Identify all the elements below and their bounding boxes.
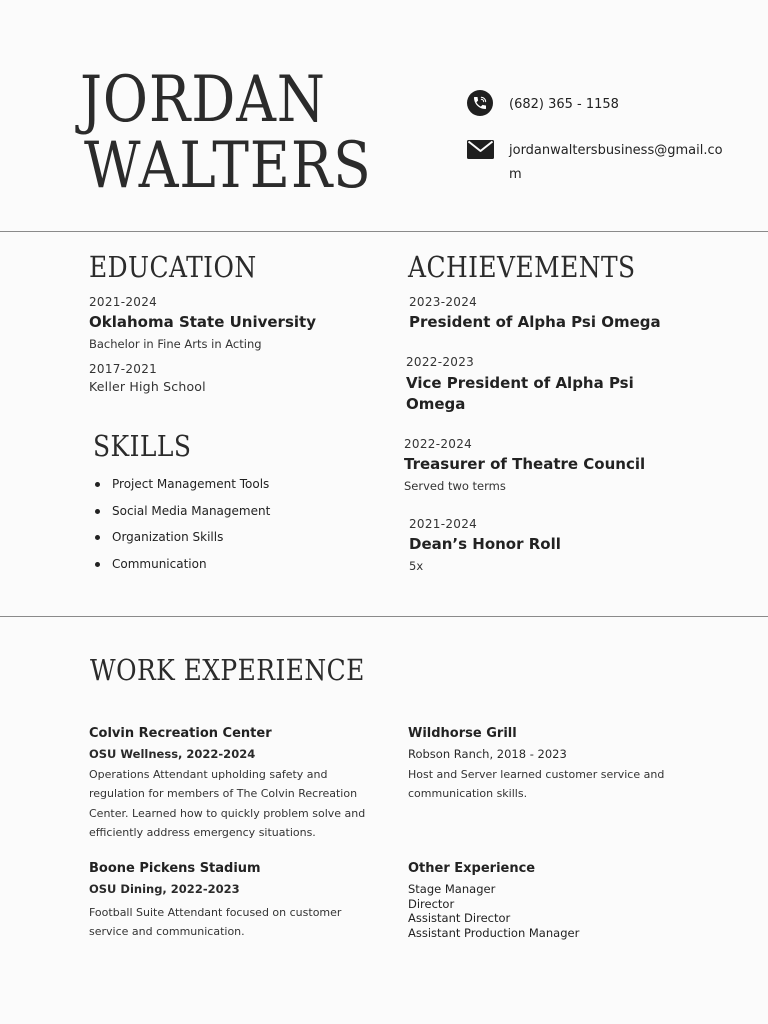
achievement-title-2a: Vice President of Alpha Psi <box>406 374 634 392</box>
achievement-date-1: 2023-2024 <box>409 295 478 309</box>
phone-number[interactable]: (682) 365 - 1158 <box>509 97 619 112</box>
achievement-title-2b: Omega <box>406 395 466 413</box>
divider-top <box>0 231 768 232</box>
phone-row <box>467 90 493 116</box>
skills-heading: SKILLS <box>93 429 192 463</box>
achievement-title-3: Treasurer of Theatre Council <box>404 455 646 473</box>
list-item: Assistant Production Manager <box>408 926 580 941</box>
name-first: JORDAN <box>80 63 326 137</box>
job-title-2: Wildhorse Grill <box>408 726 517 741</box>
education-school-2: Keller High School <box>89 379 206 394</box>
email-line-2[interactable]: m <box>509 167 522 182</box>
education-date-2: 2017-2021 <box>89 362 158 376</box>
education-date-1: 2021-2024 <box>89 295 158 309</box>
job-title-1: Colvin Recreation Center <box>89 726 272 741</box>
envelope-icon <box>467 140 494 163</box>
job-title-4: Other Experience <box>408 861 536 876</box>
list-item: Assistant Director <box>408 911 511 926</box>
achievement-date-3: 2022-2024 <box>404 437 473 451</box>
bullet-icon <box>95 562 100 567</box>
achievement-note-4: 5x <box>409 559 424 573</box>
skill-item: Organization Skills <box>91 530 270 557</box>
skill-item: Project Management Tools <box>91 477 270 504</box>
achievement-title-1: President of Alpha Psi Omega <box>409 313 661 331</box>
job-desc-1: Operations Attendant upholding safety and regulation for members of The Colvin Recreation Center. Learned how to quickly problem solve and efficiently address emergency situations. <box>89 768 366 839</box>
job-title-3: Boone Pickens Stadium <box>89 861 261 876</box>
work-heading: WORK EXPERIENCE <box>90 653 365 687</box>
achievement-date-2: 2022-2023 <box>406 355 475 369</box>
achievements-heading: ACHIEVEMENTS <box>408 250 636 284</box>
skill-item: Social Media Management <box>91 504 270 531</box>
job-desc-2: Host and Server learned customer service and communication skills. <box>408 768 665 801</box>
job-sub-2: Robson Ranch, 2018 - 2023 <box>408 747 567 761</box>
achievement-date-4: 2021-2024 <box>409 517 478 531</box>
skill-item: Communication <box>91 557 270 584</box>
education-heading: EDUCATION <box>89 250 257 284</box>
bullet-icon <box>95 509 100 514</box>
job-sub-1: OSU Wellness, 2022-2024 <box>89 747 256 761</box>
phone-icon <box>467 90 493 116</box>
list-item: Director <box>408 896 455 911</box>
divider-middle <box>0 616 768 617</box>
job-desc-3: Football Suite Attendant focused on customer service and communication. <box>89 906 342 939</box>
list-item: Stage Manager <box>408 882 496 896</box>
job-sub-3: OSU Dining, 2022-2023 <box>89 882 240 896</box>
achievement-title-4: Dean’s Honor Roll <box>409 535 561 553</box>
bullet-icon <box>95 482 100 487</box>
achievement-note-3: Served two terms <box>404 479 506 493</box>
email-line-1[interactable]: jordanwaltersbusiness@gmail.co <box>509 143 723 158</box>
bullet-icon <box>95 535 100 540</box>
skills-list <box>91 477 270 583</box>
education-degree-1: Bachelor in Fine Arts in Acting <box>89 337 262 351</box>
education-school-1: Oklahoma State University <box>89 313 316 331</box>
other-experience-list <box>408 882 579 941</box>
name-last: WALTERS <box>84 129 372 203</box>
